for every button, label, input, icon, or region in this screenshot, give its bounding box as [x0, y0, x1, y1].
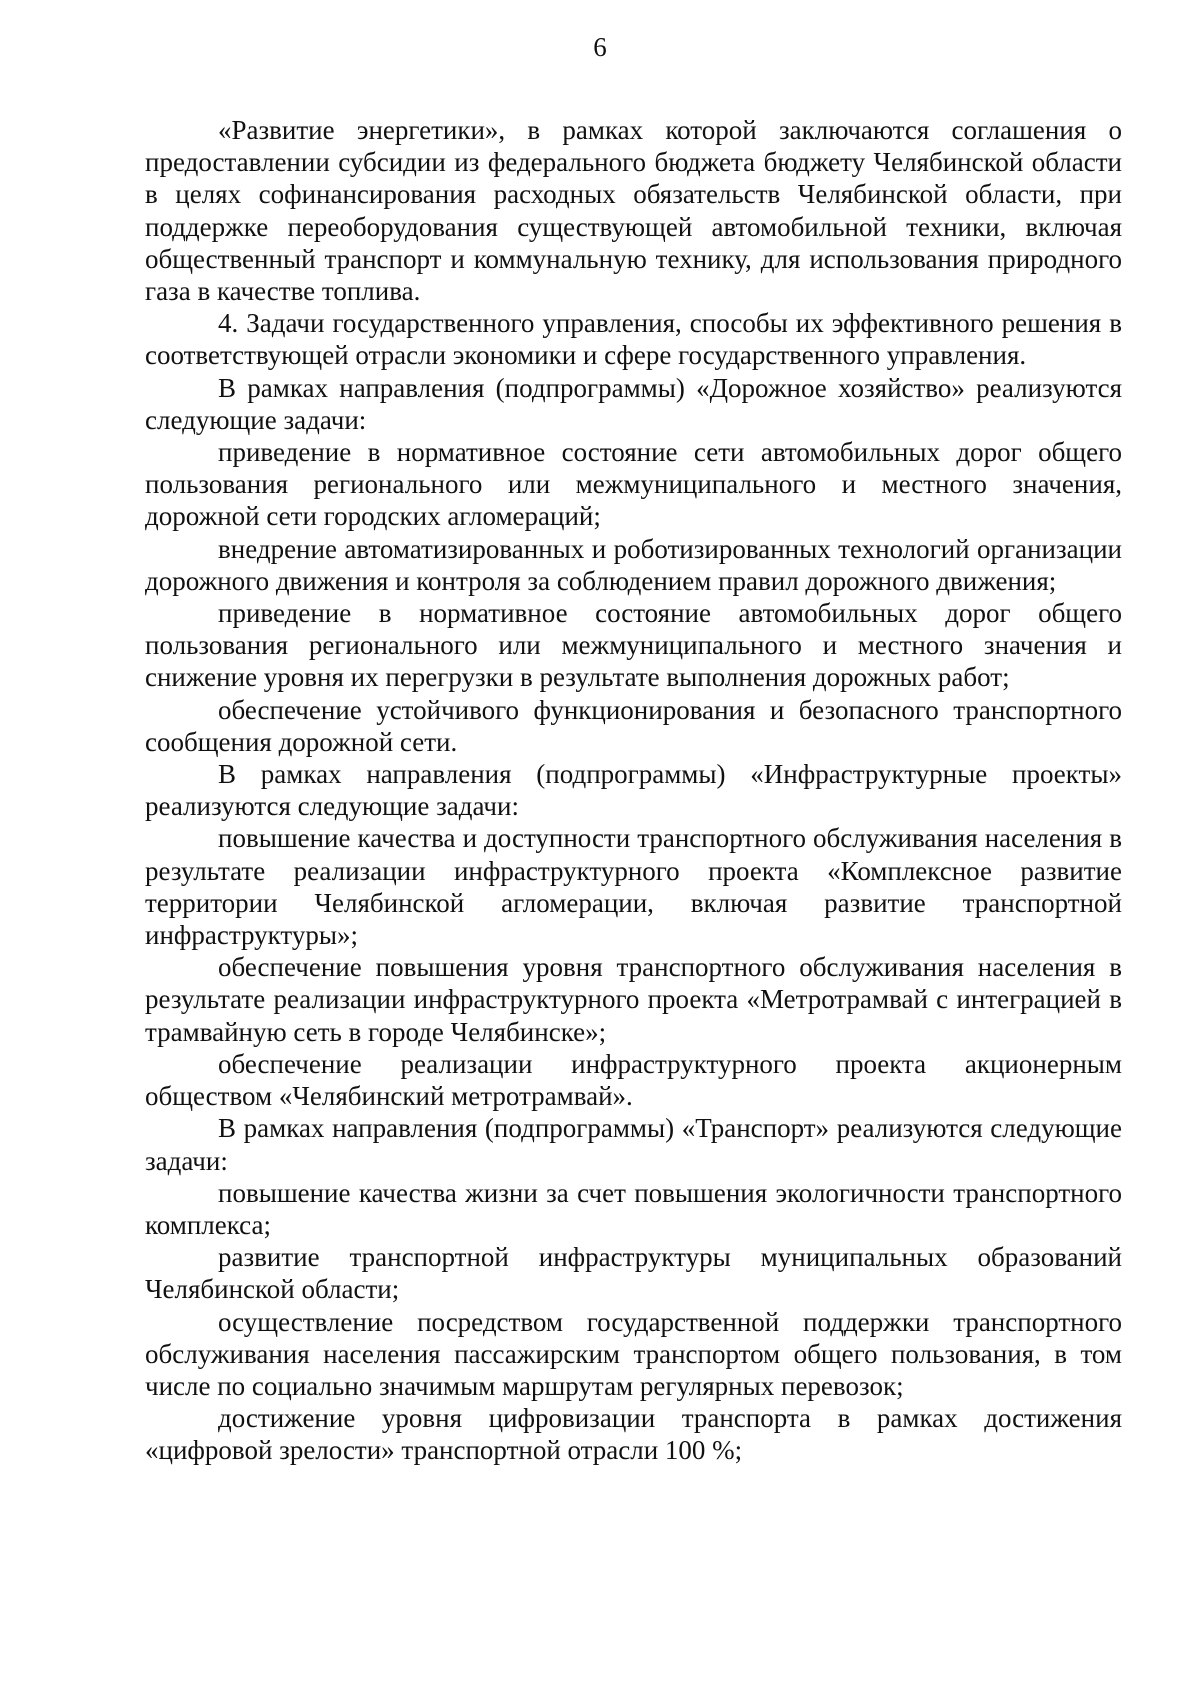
paragraph-infra-task-2: обеспечение повышения уровня транспортного обслуживания населения в результате реализации инфраструктурного проекта «Метротрамвай с интеграцией в трамвайную сеть в городе Челябинске»;: [145, 952, 1122, 1047]
paragraph-transport-intro: В рамках направления (подпрограммы) «Транспорт» реализуются следующие задачи:: [145, 1113, 1122, 1176]
paragraph-section-4-heading: 4. Задачи государственного управления, способы их эффективного решения в соответствующей отрасли экономики и сфере государственного управления.: [145, 308, 1122, 371]
paragraph-road-intro: В рамках направления (подпрограммы) «Дорожное хозяйство» реализуются следующие задачи:: [145, 372, 1122, 435]
document-body: [145, 114, 1122, 1467]
paragraph-road-task-2: внедрение автоматизированных и роботизированных технологий организации дорожного движения и контроля за соблюдением правил дорожного движения;: [145, 533, 1122, 596]
paragraph-infra-task-3: обеспечение реализации инфраструктурного проекта акционерным обществом «Челябинский метротрамвай».: [145, 1048, 1122, 1112]
paragraph-transport-task-2: развитие транспортной инфраструктуры муниципальных образований Челябинской области;: [145, 1242, 1122, 1305]
paragraph-road-task-3: приведение в нормативное состояние автомобильных дорог общего пользования регионального или межмуниципального и местного значения и снижение уровня их перегрузки в результате выполнения дорожных работ;: [145, 598, 1122, 693]
page-number: 6: [593, 32, 607, 62]
paragraph-transport-task-4: достижение уровня цифровизации транспорта в рамках достижения «цифровой зрелости» транспортной отрасли 100 %;: [145, 1403, 1122, 1466]
paragraph-road-task-1: приведение в нормативное состояние сети автомобильных дорог общего пользования регионального или межмуниципального и местного значения, дорожной сети городских агломераций;: [145, 437, 1122, 532]
paragraph-transport-task-3: осуществление посредством государственной поддержки транспортного обслуживания населения пассажирским транспортом общего пользования, в том числе по социально значимым маршрутам регулярных перевозок;: [145, 1306, 1122, 1401]
paragraph-infra-intro: В рамках направления (подпрограммы) «Инфраструктурные проекты» реализуются следующие задачи:: [145, 759, 1122, 822]
paragraph-road-task-4: обеспечение устойчивого функционирования и безопасного транспортного сообщения дорожной сети.: [145, 694, 1122, 757]
paragraph-energy-program: «Развитие энергетики», в рамках которой заключаются соглашения о предоставлении субсидии из федерального бюджета бюджету Челябинской области в целях софинансирования расходных обязательств Челябинской области, при поддержке переоборудования существующей автомобильной техники, включая общественный транспорт и коммунальную технику, для использования природного газа в качестве топлива.: [145, 115, 1122, 307]
paragraph-transport-task-1: повышение качества жизни за счет повышения экологичности транспортного комплекса;: [145, 1177, 1122, 1240]
paragraph-infra-task-1: повышение качества и доступности транспортного обслуживания населения в результате реализации инфраструктурного проекта «Комплексное развитие территории Челябинской агломерации, включая развитие транспортной инфраструктуры»;: [145, 823, 1122, 951]
